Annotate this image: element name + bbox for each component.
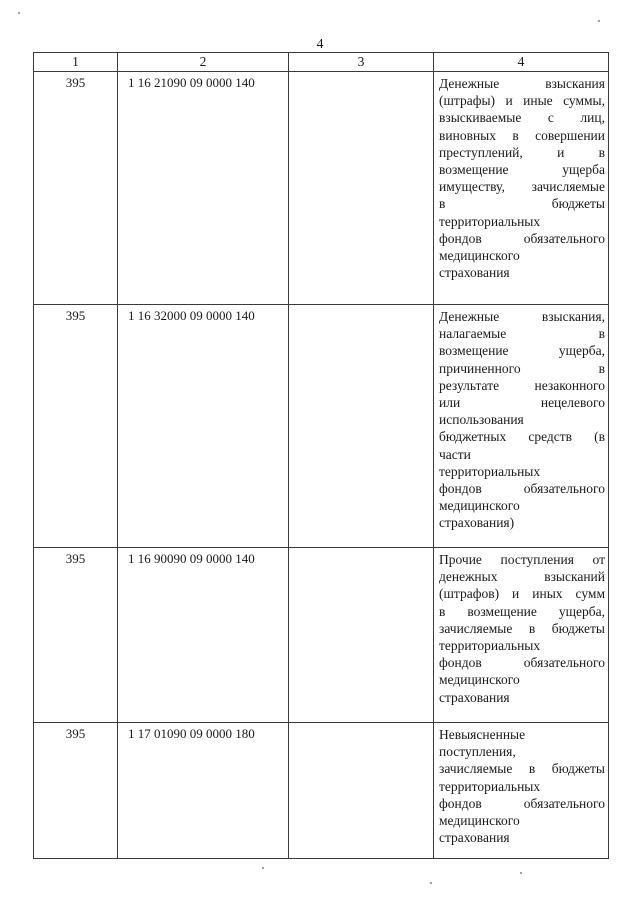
- description-line: фондов обязательного: [439, 230, 605, 246]
- scan-speck: [430, 882, 432, 884]
- description-line: страхования: [439, 830, 510, 846]
- description-line: территориальных: [439, 213, 541, 229]
- table-row: [34, 723, 609, 859]
- description-line: медицинского: [439, 498, 520, 514]
- admin-code-cell: 395: [34, 548, 118, 723]
- budget-revenue-table: [33, 52, 609, 859]
- description-line: взыскиваемые с лиц,: [439, 110, 605, 126]
- description-line: медицинского: [439, 248, 520, 264]
- description-line: виновных в совершении: [439, 127, 605, 143]
- description-line: территориальных: [439, 638, 541, 654]
- description-line: (штрафов) и иных сумм: [439, 586, 605, 602]
- kbk-code-cell: 1 16 32000 09 0000 140: [118, 305, 289, 548]
- column-header-1: 1: [34, 53, 118, 72]
- column-header-3: 3: [289, 53, 434, 72]
- description-line: Денежные взыскания,: [439, 309, 605, 324]
- empty-cell: [289, 723, 434, 859]
- description-line: в возмещение ущерба,: [439, 603, 605, 619]
- description-line: Невыясненные: [439, 727, 526, 742]
- column-header-2: 2: [118, 53, 289, 72]
- kbk-code-cell: 1 17 01090 09 0000 180: [118, 723, 289, 859]
- admin-code-cell: 395: [34, 723, 118, 859]
- description-line: бюджетных средств (в: [439, 429, 605, 445]
- description-cell: [434, 72, 609, 305]
- description-line: результате незаконного: [439, 377, 605, 393]
- description-line: или нецелевого: [439, 395, 605, 411]
- description-line: зачисляемые в бюджеты: [439, 761, 605, 777]
- page-number: 4: [316, 37, 324, 52]
- table-row: [34, 548, 609, 723]
- description-line: фондов обязательного: [439, 795, 605, 811]
- description-line: фондов обязательного: [439, 655, 605, 671]
- scan-speck: [262, 867, 264, 869]
- empty-cell: [289, 548, 434, 723]
- kbk-code-cell: 1 16 21090 09 0000 140: [118, 72, 289, 305]
- table-header-row: [34, 53, 609, 72]
- description-line: Прочие поступления от: [439, 552, 605, 567]
- description-line: (штрафы) и иные суммы,: [439, 93, 605, 109]
- description-line: части: [439, 446, 471, 462]
- description-line: возмещение ущерба: [439, 162, 605, 178]
- description-line: Денежные взыскания: [439, 76, 605, 91]
- description-line: страхования: [439, 689, 510, 705]
- description-line: в бюджеты: [439, 196, 605, 212]
- description-line: имуществу, зачисляемые: [439, 179, 605, 195]
- scan-speck: [18, 12, 20, 14]
- description-cell: [434, 548, 609, 723]
- description-line: страхования: [439, 265, 510, 281]
- description-line: преступлений, и в: [439, 144, 605, 160]
- admin-code-cell: 395: [34, 72, 118, 305]
- description-line: денежных взысканий: [439, 569, 605, 585]
- empty-cell: [289, 72, 434, 305]
- description-cell: [434, 723, 609, 859]
- description-line: налагаемые в: [439, 326, 605, 342]
- description-line: фондов обязательного: [439, 481, 605, 497]
- table-row: [34, 305, 609, 548]
- description-line: причиненного в: [439, 360, 605, 376]
- scan-speck: [598, 20, 600, 22]
- description-line: поступления,: [439, 744, 516, 760]
- column-header-4: 4: [434, 53, 609, 72]
- description-line: территориальных: [439, 778, 541, 794]
- description-line: возмещение ущерба,: [439, 343, 605, 359]
- description-line: территориальных: [439, 463, 541, 479]
- empty-cell: [289, 305, 434, 548]
- admin-code-cell: 395: [34, 305, 118, 548]
- description-line: страхования): [439, 515, 515, 531]
- description-line: медицинского: [439, 813, 520, 829]
- table-row: [34, 72, 609, 305]
- scan-speck: [520, 872, 522, 874]
- description-line: использования: [439, 412, 524, 428]
- kbk-code-cell: 1 16 90090 09 0000 140: [118, 548, 289, 723]
- description-line: медицинского: [439, 672, 520, 688]
- description-line: зачисляемые в бюджеты: [439, 620, 605, 636]
- description-cell: [434, 305, 609, 548]
